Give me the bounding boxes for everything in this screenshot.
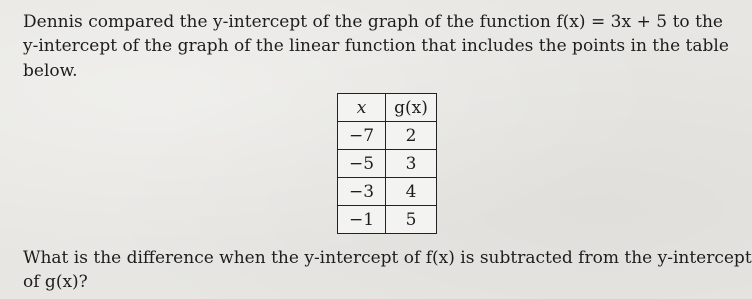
header-x: x — [338, 94, 386, 122]
header-gx: g(x) — [386, 94, 437, 122]
cell-x: −1 — [338, 206, 386, 234]
cell-x: −7 — [338, 122, 386, 150]
question-line-1: What is the difference when the y-intercept of f(x) is subtracted from the y-intercept — [23, 248, 752, 268]
cell-x: −5 — [338, 150, 386, 178]
table-row — [338, 122, 437, 150]
values-table — [337, 93, 437, 234]
problem-line-3: below. — [23, 61, 78, 81]
question-line-2: of g(x)? — [23, 272, 88, 292]
cell-gx: 3 — [386, 150, 437, 178]
values-table-container — [337, 93, 437, 234]
cell-gx: 5 — [386, 206, 437, 234]
cell-x: −3 — [338, 178, 386, 206]
table-row — [338, 206, 437, 234]
table-header-row — [338, 94, 437, 122]
cell-gx: 4 — [386, 178, 437, 206]
table-row — [338, 178, 437, 206]
cell-gx: 2 — [386, 122, 437, 150]
problem-line-1: Dennis compared the y-intercept of the graph of the function f(x) = 3x + 5 to the — [23, 12, 723, 32]
table-row — [338, 150, 437, 178]
problem-line-2: y-intercept of the graph of the linear function that includes the points in the table — [23, 36, 729, 56]
